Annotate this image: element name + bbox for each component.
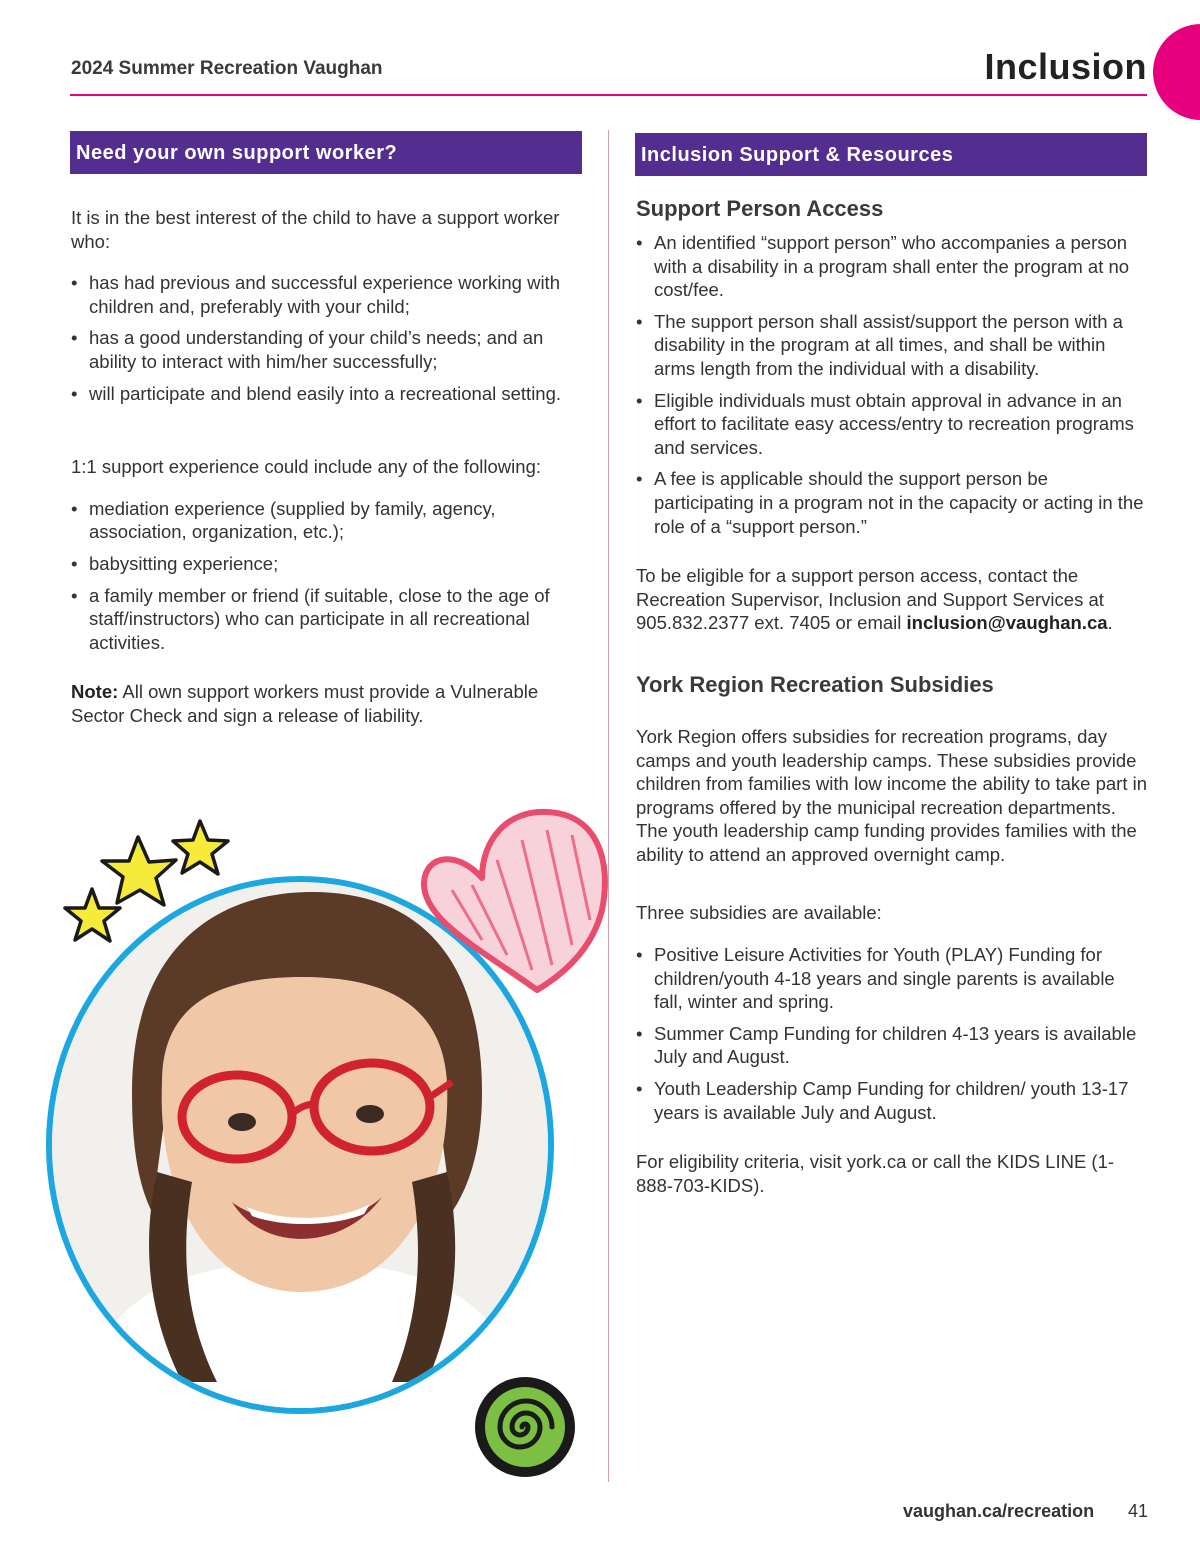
contact-text: To be eligible for a support person access, contact the Recreation Supervisor, Inclusion and Support Services at 905.832.2377 ext. 7405 or email [636,565,1104,634]
support-worker-criteria [71,271,583,405]
list-item: • A fee is applicable should the support person be participating in a program not in the capacity or acting in the role of a “support person.” [636,467,1148,538]
section-title: Inclusion [984,46,1147,87]
support-contact [636,564,1148,635]
footer-url[interactable]: vaughan.ca/recreation [903,1501,1095,1521]
publication-title: 2024 Summer Recreation Vaughan [71,58,383,79]
list-item: • will participate and blend easily into a recreational setting. [71,382,583,406]
list-item: • Summer Camp Funding for children 4-13 years is available July and August. [636,1022,1148,1069]
page-number: 41 [1128,1501,1149,1521]
list-item: • babysitting experience; [71,552,583,576]
note-label: Note: [71,681,119,703]
experience-intro: 1:1 support experience could include any of the following: [71,456,541,478]
header-rule [70,94,1147,96]
support-person-access-list [636,231,1148,538]
list-item: • Eligible individuals must obtain approval in advance in an effort to facilitate easy access/entry to recreation programs and services. [636,389,1148,460]
experience-list [71,497,583,655]
contact-email-link[interactable]: inclusion@vaughan.ca [906,612,1108,634]
list-item: • An identified “support person” who accompanies a person with a disability in a program shall enter the program at no cost/fee. [636,231,1148,302]
note-text: All own support workers must provide a Vulnerable Sector Check and sign a release of liability. [71,681,539,726]
right-band-title: Inclusion Support & Resources [635,133,1147,176]
subsidies-heading: York Region Recreation Subsidies [636,671,994,697]
list-item: • Positive Leisure Activities for Youth (PLAY) Funding for children/youth 4-18 years and single parents is available fall, winter and spring. [636,943,1148,1014]
list-item: • has had previous and successful experience working with children and, preferably with your child; [71,271,583,318]
support-person-access-heading: Support Person Access [636,196,884,221]
section-tab-dot [1153,24,1200,120]
list-item: • mediation experience (supplied by family, agency, association, organization, etc.); [71,497,583,544]
right-column [636,195,1148,1197]
star-icon [173,821,228,874]
list-item: • a family member or friend (if suitable, close to the age of staff/instructors) who can participate in all recreational activities. [71,584,583,655]
support-worker-intro: It is in the best interest of the child to have a support worker who: [71,207,560,252]
subsidies-description: York Region offers subsidies for recreation programs, day camps and youth leadership camps. These subsidies provide children from families with low income the ability to take part in programs offered by the municipal recreation departments. The youth leadership camp funding provides families with the ability to attend an approved overnight camp. [636,725,1148,865]
heart-doodle [412,800,622,1010]
swirl-doodle [470,1372,580,1482]
list-item: • The support person shall assist/support the person with a disability in the program at all times, and shall be within arms length from the individual with a disability. [636,310,1148,381]
note [71,680,583,727]
subsidies-intro: Three subsidies are available: [636,902,882,924]
list-item: • has a good understanding of your child’s needs; and an ability to interact with him/her successfully; [71,326,583,373]
eligibility-text: For eligibility criteria, visit york.ca or call the KIDS LINE (1-888-703-KIDS). [636,1151,1115,1196]
left-band-title: Need your own support worker? [70,131,582,174]
contact-end: . [1107,612,1113,634]
subsidies-list [636,943,1148,1124]
left-column [71,206,583,728]
list-item: • Youth Leadership Camp Funding for children/ youth 13-17 years is available July and August. [636,1077,1148,1124]
